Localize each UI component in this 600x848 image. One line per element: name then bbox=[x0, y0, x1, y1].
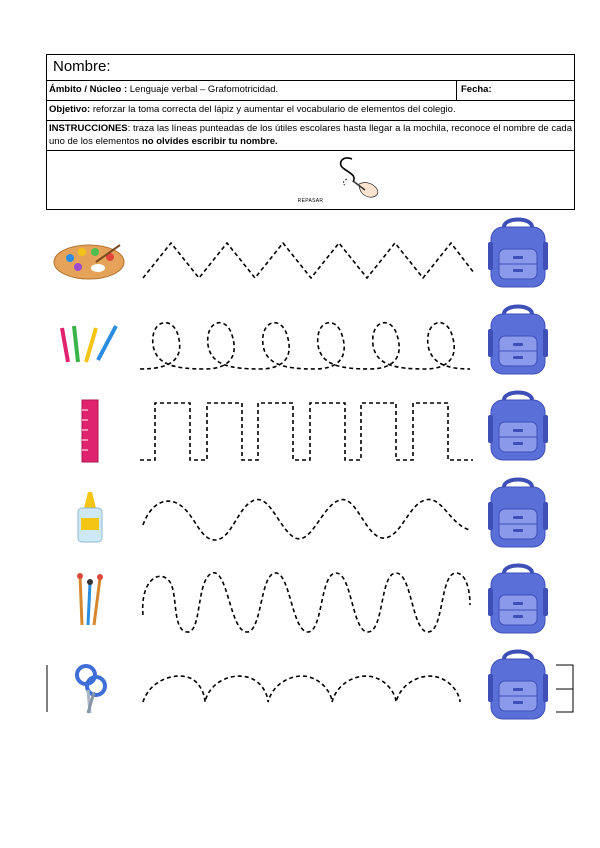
ruler-icon bbox=[82, 400, 98, 462]
instrucciones-label: INSTRUCCIONES bbox=[49, 123, 128, 134]
tall-arches-path[interactable] bbox=[143, 573, 470, 632]
backpack-icon bbox=[488, 393, 548, 461]
palette-icon bbox=[54, 245, 124, 279]
glue-icon bbox=[78, 492, 102, 542]
square-wave-path[interactable] bbox=[140, 403, 473, 460]
colored-pencils-icon bbox=[62, 326, 116, 362]
zigzag-path[interactable] bbox=[143, 243, 474, 278]
backpack-icon bbox=[488, 307, 548, 375]
paintbrushes-icon bbox=[77, 573, 103, 625]
name-label: Nombre: bbox=[53, 58, 111, 75]
instrucciones-bold: no olvides escribir tu nombre. bbox=[141, 135, 278, 147]
example-caption: REPASAR bbox=[297, 198, 324, 204]
right-bracket bbox=[556, 665, 573, 712]
ambito-value: Lenguaje verbal – Grafomotricidad. bbox=[129, 84, 279, 95]
scissors-icon bbox=[77, 666, 105, 713]
ambito-label: Ámbito / Núcleo : bbox=[49, 84, 128, 95]
backpack-icon bbox=[488, 480, 548, 548]
fecha-label: Fecha: bbox=[461, 84, 492, 95]
backpack-icon bbox=[488, 220, 548, 288]
instrucciones-text: : traza las líneas punteadas de los útiles escolares hasta llegar a la mochila, reconoce el nombre de cada uno de los elementos bbox=[49, 123, 572, 147]
backpack-icon bbox=[488, 652, 548, 720]
loops-path[interactable] bbox=[140, 323, 470, 369]
objetivo-text: reforzar la toma correcta del lápiz y aumentar el vocabulario de elementos del colegio. bbox=[92, 104, 456, 115]
objetivo-label: Objetivo: bbox=[49, 104, 91, 115]
arches-path[interactable] bbox=[143, 676, 460, 702]
sine-wave-path[interactable] bbox=[143, 499, 470, 540]
backpack-icon bbox=[488, 566, 548, 634]
